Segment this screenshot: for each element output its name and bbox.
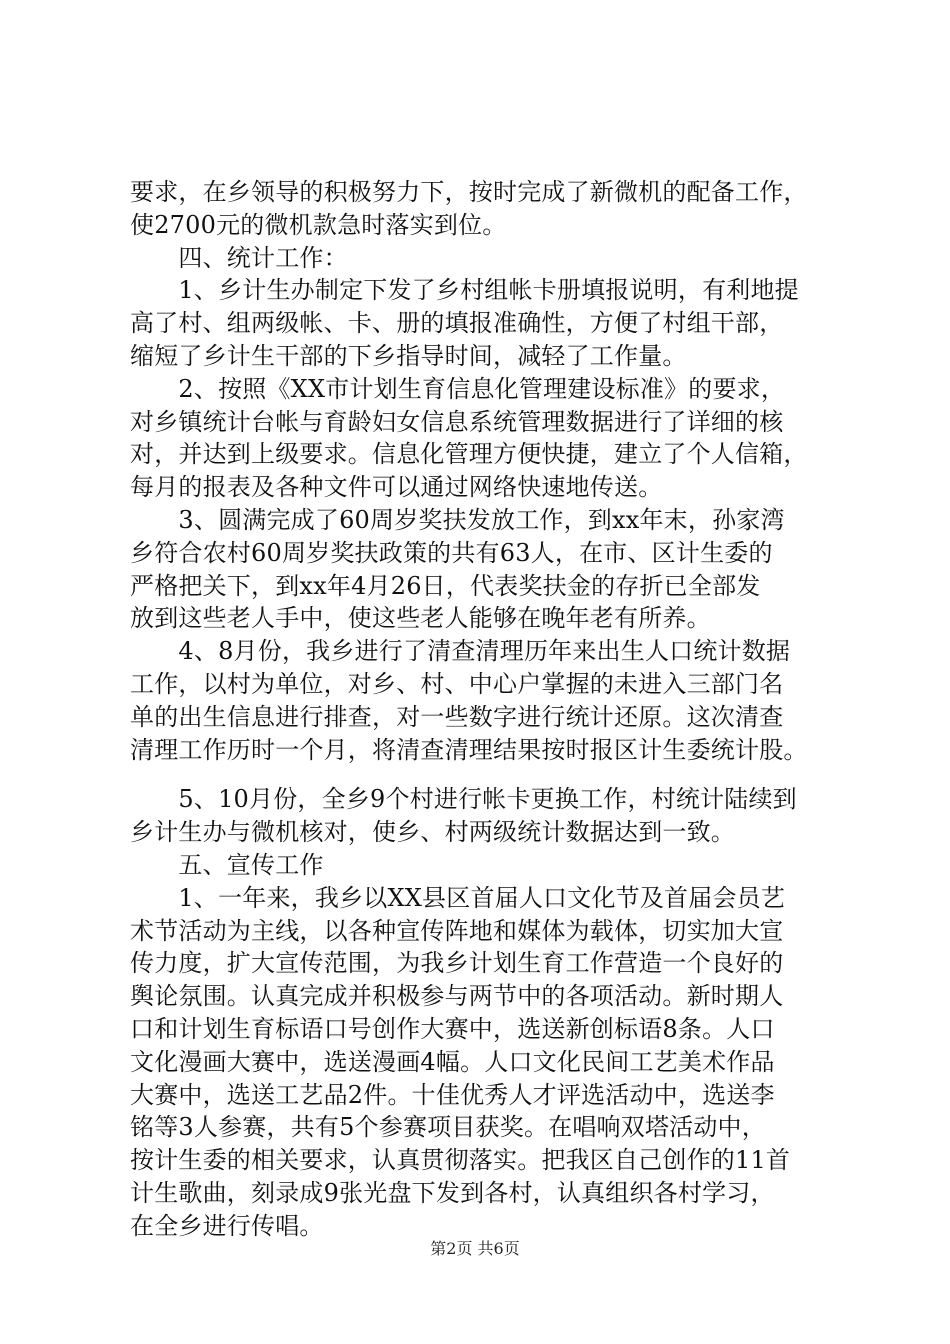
text-line: 单的出生信息进行排查，对一些数字进行统计还原。这次清查	[130, 702, 784, 731]
text-line: 对乡镇统计台帐与育龄妇女信息系统管理数据进行了详细的核	[130, 407, 784, 436]
text-line: 5、10月份，全乡9个村进行帐卡更换工作，村统计陆续到	[130, 785, 797, 814]
text-line: 清理工作历时一个月，将清查清理结果按时报区计生委统计股。	[130, 735, 808, 764]
text-line: 文化漫画大赛中，选送漫画4幅。人口文化民间工艺美术作品	[130, 1047, 775, 1076]
text-line: 大赛中，选送工艺品2件。十佳优秀人才评选活动中，选送李	[130, 1080, 775, 1109]
text-line: 1、一年来，我乡以XX县区首届人口文化节及首届会员艺	[130, 883, 786, 912]
text-line: 乡计生办与微机核对，使乡、村两级统计数据达到一致。	[130, 818, 735, 847]
text-line: 要求，在乡领导的积极努力下，按时完成了新微机的配备工作，	[130, 178, 808, 206]
text-line: 严格把关下，到xx年4月26日，代表奖扶金的存折已全部发	[130, 571, 761, 600]
text-line: 按计生委的相关要求，认真贯彻落实。把我区自己创作的11首	[130, 1146, 791, 1175]
text-line: 对，并达到上级要求。信息化管理方便快捷，建立了个人信箱，	[130, 440, 808, 469]
text-line: 缩短了乡计生干部的下乡指导时间，减轻了工作量。	[130, 342, 687, 370]
text-line: 术节活动为主线，以各种宣传阵地和媒体为载体，切实加大宣	[130, 916, 784, 945]
section-heading: 四、统计工作：	[130, 243, 348, 272]
text-line: 工作，以村为单位，对乡、村、中心户掌握的未进入三部门名	[130, 670, 784, 698]
section-heading: 五、宣传工作	[130, 851, 324, 879]
text-line: 传力度，扩大宣传范围，为我乡计划生育工作营造一个良好的	[130, 949, 784, 978]
text-line: 口和计划生育标语口号创作大赛中，选送新创标语8条。人口	[130, 1015, 775, 1043]
text-line: 计生歌曲，刻录成9张光盘下发到各村，认真组织各村学习，	[130, 1179, 775, 1207]
text-line: 4、8月份，我乡进行了清查清理历年来出生人口统计数据	[130, 637, 791, 666]
text-line: 3、圆满完成了60周岁奖扶发放工作，到xx年末，孙家湾	[130, 506, 785, 534]
text-line: 每月的报表及各种文件可以通过网络快速地传送。	[130, 473, 663, 502]
text-line: 使2700元的微机款急时落实到位。	[130, 210, 507, 239]
text-line: 高了村、组两级帐、卡、册的填报准确性，方便了村组干部，	[130, 309, 784, 338]
page-footer: 第2页 共6页	[430, 1239, 520, 1258]
text-line: 舆论氛围。认真完成并积极参与两节中的各项活动。新时期人	[130, 982, 784, 1011]
text-line: 2、按照《XX市计划生育信息化管理建设标准》的要求，	[130, 374, 786, 403]
text-line: 乡符合农村60周岁奖扶政策的共有63人，在市、区计生委的	[130, 538, 773, 567]
text-line: 放到这些老人手中，使这些老人能够在晚年老有所养。	[130, 604, 711, 633]
text-line: 在全乡进行传唱。	[130, 1211, 324, 1240]
text-line: 铭等3人参赛，共有5个参赛项目获奖。在唱响双塔活动中，	[130, 1113, 766, 1142]
text-line: 1、乡计生办制定下发了乡村组帐卡册填报说明，有利地提	[130, 276, 799, 305]
